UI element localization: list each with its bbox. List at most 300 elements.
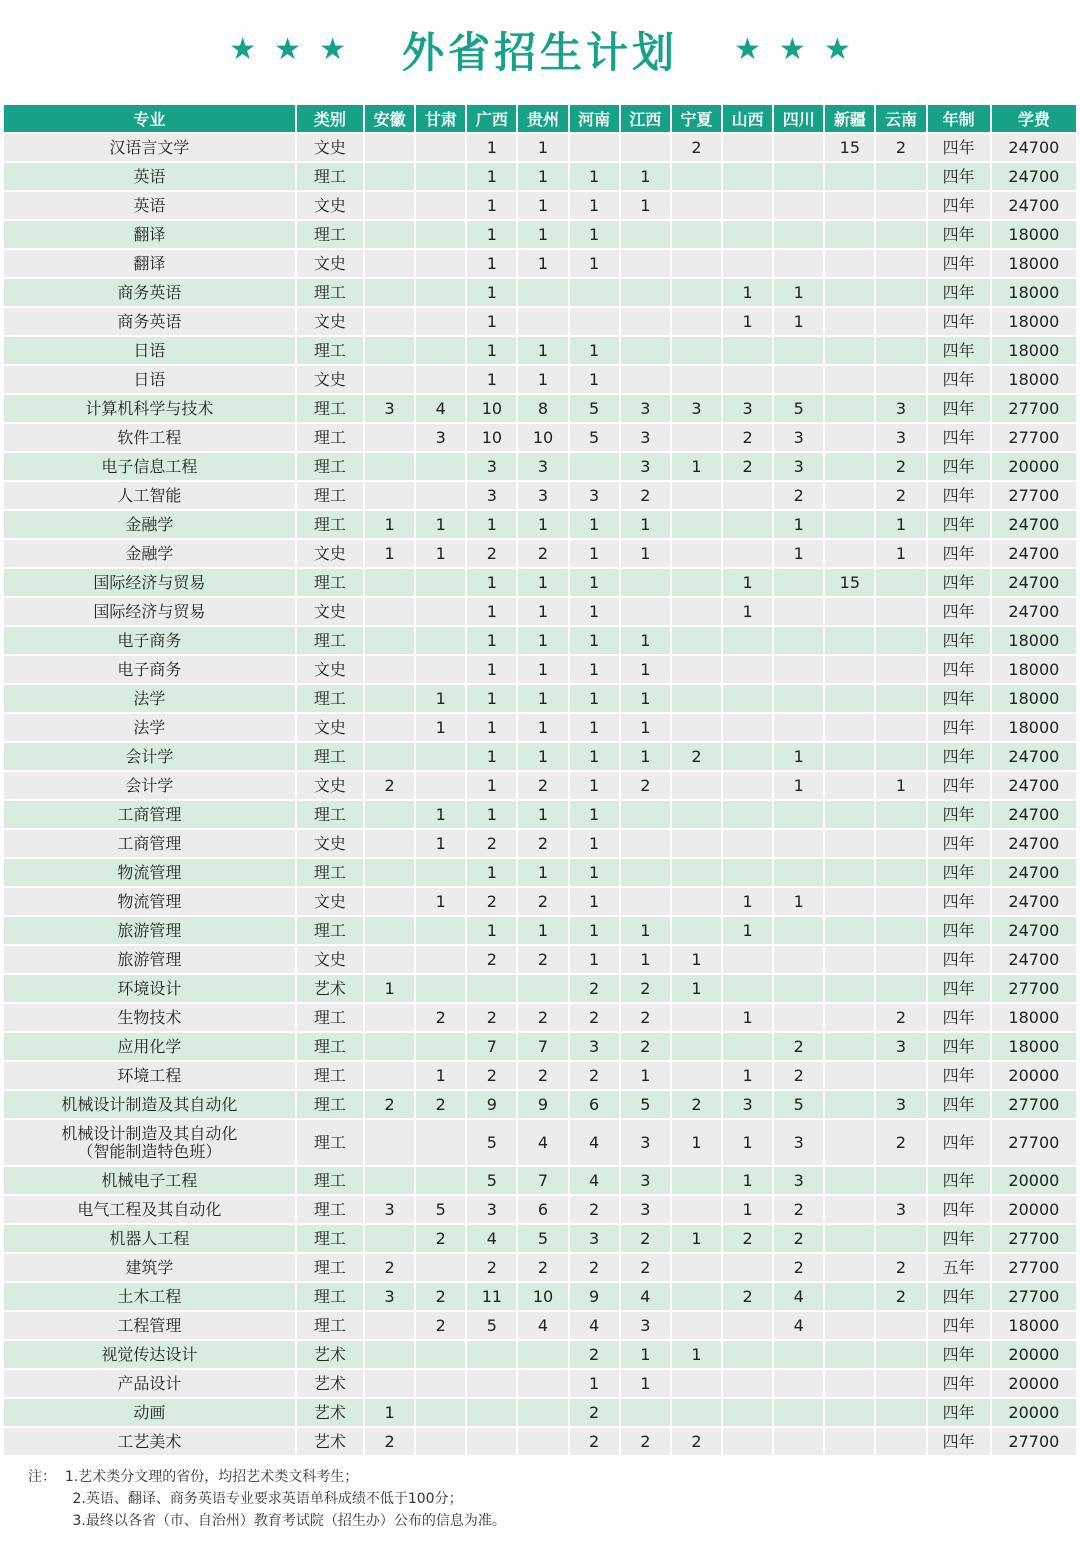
table-cell: 2 bbox=[723, 424, 772, 451]
table-cell: 1 bbox=[570, 1370, 619, 1397]
category-cell: 理工 bbox=[297, 1062, 363, 1089]
table-cell bbox=[365, 453, 414, 480]
table-cell: 2 bbox=[365, 772, 414, 799]
table-cell: 四年 bbox=[928, 337, 990, 364]
table-cell bbox=[825, 308, 874, 335]
table-cell bbox=[723, 192, 772, 219]
table-cell: 1 bbox=[518, 250, 567, 277]
table-cell bbox=[774, 685, 823, 712]
table-cell: 20000 bbox=[992, 1399, 1076, 1426]
table-cell: 2 bbox=[672, 1091, 721, 1118]
table-cell: 2 bbox=[876, 1283, 925, 1310]
category-cell: 文史 bbox=[297, 308, 363, 335]
table-cell: 四年 bbox=[928, 1120, 990, 1165]
table-cell: 1 bbox=[621, 163, 670, 190]
table-cell bbox=[365, 250, 414, 277]
table-cell bbox=[621, 598, 670, 625]
table-cell: 1 bbox=[570, 946, 619, 973]
major-cell: 会计学 bbox=[4, 743, 295, 770]
table-cell: 2 bbox=[774, 482, 823, 509]
table-cell: 8 bbox=[518, 395, 567, 422]
table-cell: 1 bbox=[723, 598, 772, 625]
table-cell: 2 bbox=[876, 134, 925, 161]
table-cell: 3 bbox=[723, 395, 772, 422]
table-cell bbox=[825, 1225, 874, 1252]
table-cell: 2 bbox=[621, 1225, 670, 1252]
table-cell: 3 bbox=[876, 1033, 925, 1060]
table-cell bbox=[672, 859, 721, 886]
table-cell: 2 bbox=[621, 1004, 670, 1031]
table-cell: 9 bbox=[518, 1091, 567, 1118]
table-cell: 24700 bbox=[992, 540, 1076, 567]
table-cell bbox=[672, 714, 721, 741]
table-cell: 1 bbox=[621, 917, 670, 944]
table-cell: 18000 bbox=[992, 308, 1076, 335]
table-cell bbox=[723, 859, 772, 886]
table-cell: 四年 bbox=[928, 656, 990, 683]
table-cell: 2 bbox=[723, 1283, 772, 1310]
table-cell bbox=[672, 1062, 721, 1089]
table-row bbox=[4, 888, 1076, 915]
table-cell bbox=[570, 279, 619, 306]
category-cell: 艺术 bbox=[297, 1341, 363, 1368]
table-row bbox=[4, 1370, 1076, 1397]
table-cell bbox=[416, 598, 465, 625]
table-cell bbox=[825, 1370, 874, 1397]
table-cell bbox=[825, 888, 874, 915]
table-cell bbox=[876, 337, 925, 364]
major-cell: 翻译 bbox=[4, 250, 295, 277]
table-cell: 1 bbox=[570, 656, 619, 683]
table-cell: 1 bbox=[570, 250, 619, 277]
table-cell bbox=[672, 1399, 721, 1426]
table-cell: 3 bbox=[518, 482, 567, 509]
table-cell bbox=[774, 1004, 823, 1031]
table-cell bbox=[416, 134, 465, 161]
table-cell: 1 bbox=[467, 598, 516, 625]
table-cell: 1 bbox=[774, 511, 823, 538]
table-cell: 四年 bbox=[928, 772, 990, 799]
note-line: 注： 1.艺术类分文理的省份，均招艺术类文科考生； bbox=[28, 1469, 359, 1485]
table-cell bbox=[723, 1399, 772, 1426]
table-cell bbox=[672, 917, 721, 944]
table-cell: 4 bbox=[518, 1312, 567, 1339]
table-cell bbox=[365, 279, 414, 306]
table-cell: 1 bbox=[672, 1120, 721, 1165]
table-cell: 4 bbox=[416, 395, 465, 422]
major-cell: 旅游管理 bbox=[4, 946, 295, 973]
category-cell: 文史 bbox=[297, 830, 363, 857]
table-cell: 3 bbox=[621, 1167, 670, 1194]
column-header: 甘肃 bbox=[416, 105, 465, 132]
enrollment-table bbox=[2, 103, 1078, 1457]
table-cell: 24700 bbox=[992, 888, 1076, 915]
table-cell: 2 bbox=[467, 946, 516, 973]
table-cell bbox=[621, 1399, 670, 1426]
table-cell: 2 bbox=[876, 1120, 925, 1165]
table-cell: 5 bbox=[467, 1120, 516, 1165]
table-cell: 5 bbox=[570, 395, 619, 422]
table-row bbox=[4, 685, 1076, 712]
major-cell: 机械设计制造及其自动化 bbox=[4, 1091, 295, 1118]
table-row bbox=[4, 772, 1076, 799]
table-cell: 20000 bbox=[992, 1196, 1076, 1223]
table-cell: 2 bbox=[570, 1254, 619, 1281]
table-cell bbox=[672, 1167, 721, 1194]
table-cell bbox=[467, 1399, 516, 1426]
table-cell: 四年 bbox=[928, 1062, 990, 1089]
table-cell: 1 bbox=[621, 1062, 670, 1089]
table-cell: 1 bbox=[518, 917, 567, 944]
table-cell: 1 bbox=[467, 859, 516, 886]
table-cell: 2 bbox=[365, 1428, 414, 1455]
table-cell: 2 bbox=[570, 1004, 619, 1031]
table-cell bbox=[723, 714, 772, 741]
table-cell bbox=[416, 1254, 465, 1281]
major-cell: 日语 bbox=[4, 337, 295, 364]
table-cell: 1 bbox=[672, 1341, 721, 1368]
table-cell: 四年 bbox=[928, 627, 990, 654]
table-cell: 1 bbox=[518, 743, 567, 770]
table-cell: 2 bbox=[774, 1254, 823, 1281]
table-cell: 11 bbox=[467, 1283, 516, 1310]
major-cell: 建筑学 bbox=[4, 1254, 295, 1281]
table-cell: 5 bbox=[467, 1167, 516, 1194]
table-row bbox=[4, 1033, 1076, 1060]
table-cell: 10 bbox=[467, 395, 516, 422]
table-cell: 2 bbox=[621, 1428, 670, 1455]
table-cell: 1 bbox=[570, 830, 619, 857]
table-cell: 20000 bbox=[992, 453, 1076, 480]
category-cell: 文史 bbox=[297, 714, 363, 741]
table-cell: 1 bbox=[518, 134, 567, 161]
table-cell: 1 bbox=[467, 308, 516, 335]
table-cell bbox=[365, 859, 414, 886]
table-cell bbox=[723, 975, 772, 1002]
major-cell: 环境工程 bbox=[4, 1062, 295, 1089]
category-cell: 文史 bbox=[297, 946, 363, 973]
table-cell: 27700 bbox=[992, 975, 1076, 1002]
page-header bbox=[0, 0, 1080, 100]
major-cell: 国际经济与贸易 bbox=[4, 569, 295, 596]
table-cell bbox=[416, 1033, 465, 1060]
table-cell: 1 bbox=[621, 743, 670, 770]
category-cell: 理工 bbox=[297, 424, 363, 451]
table-cell bbox=[672, 569, 721, 596]
table-cell: 1 bbox=[876, 540, 925, 567]
table-cell bbox=[876, 743, 925, 770]
table-cell: 9 bbox=[467, 1091, 516, 1118]
table-cell bbox=[518, 1341, 567, 1368]
table-cell bbox=[416, 656, 465, 683]
table-cell: 2 bbox=[518, 830, 567, 857]
table-row bbox=[4, 163, 1076, 190]
table-cell: 3 bbox=[570, 1033, 619, 1060]
table-cell: 1 bbox=[518, 627, 567, 654]
table-cell bbox=[774, 1428, 823, 1455]
table-cell bbox=[416, 743, 465, 770]
table-cell bbox=[723, 163, 772, 190]
category-cell: 理工 bbox=[297, 1033, 363, 1060]
major-cell: 人工智能 bbox=[4, 482, 295, 509]
table-cell bbox=[365, 308, 414, 335]
major-cell: 旅游管理 bbox=[4, 917, 295, 944]
table-cell bbox=[876, 569, 925, 596]
table-cell: 2 bbox=[621, 1254, 670, 1281]
table-cell: 1 bbox=[621, 1370, 670, 1397]
table-row bbox=[4, 1399, 1076, 1426]
table-cell bbox=[672, 366, 721, 393]
table-cell: 4 bbox=[518, 1120, 567, 1165]
table-cell: 四年 bbox=[928, 917, 990, 944]
table-cell: 1 bbox=[467, 656, 516, 683]
table-cell: 1 bbox=[621, 1341, 670, 1368]
table-row bbox=[4, 540, 1076, 567]
table-cell: 3 bbox=[365, 1196, 414, 1223]
table-cell bbox=[416, 627, 465, 654]
column-header: 云南 bbox=[876, 105, 925, 132]
table-cell: 1 bbox=[467, 772, 516, 799]
major-cell: 会计学 bbox=[4, 772, 295, 799]
table-cell bbox=[825, 1428, 874, 1455]
table-cell: 3 bbox=[876, 395, 925, 422]
table-cell: 1 bbox=[570, 627, 619, 654]
table-cell bbox=[621, 569, 670, 596]
table-cell bbox=[365, 801, 414, 828]
page-title: 外省招生计划 bbox=[401, 28, 678, 77]
table-row bbox=[4, 134, 1076, 161]
table-cell: 5 bbox=[416, 1196, 465, 1223]
table-cell: 四年 bbox=[928, 221, 990, 248]
table-cell: 1 bbox=[672, 453, 721, 480]
table-cell bbox=[672, 1312, 721, 1339]
table-cell bbox=[365, 743, 414, 770]
table-cell: 2 bbox=[876, 453, 925, 480]
table-cell: 2 bbox=[621, 772, 670, 799]
table-cell: 6 bbox=[570, 1091, 619, 1118]
table-row bbox=[4, 192, 1076, 219]
table-cell: 18000 bbox=[992, 337, 1076, 364]
table-cell: 2 bbox=[518, 946, 567, 973]
table-cell: 2 bbox=[570, 1196, 619, 1223]
major-cell: 国际经济与贸易 bbox=[4, 598, 295, 625]
table-cell: 2 bbox=[518, 1254, 567, 1281]
table-cell bbox=[723, 685, 772, 712]
table-cell bbox=[876, 714, 925, 741]
table-cell bbox=[416, 1167, 465, 1194]
table-cell bbox=[365, 337, 414, 364]
table-cell: 四年 bbox=[928, 511, 990, 538]
star-icon: ★ bbox=[274, 32, 302, 67]
category-cell: 理工 bbox=[297, 685, 363, 712]
table-cell bbox=[825, 250, 874, 277]
table-cell: 1 bbox=[570, 337, 619, 364]
table-cell bbox=[825, 1312, 874, 1339]
table-cell bbox=[723, 743, 772, 770]
table-cell bbox=[365, 424, 414, 451]
table-cell: 1 bbox=[467, 337, 516, 364]
table-cell: 1 bbox=[621, 946, 670, 973]
major-cell: 汉语言文学 bbox=[4, 134, 295, 161]
table-cell bbox=[416, 1428, 465, 1455]
major-cell: 法学 bbox=[4, 714, 295, 741]
table-cell: 1 bbox=[365, 975, 414, 1002]
table-row bbox=[4, 975, 1076, 1002]
table-cell: 1 bbox=[672, 946, 721, 973]
table-cell bbox=[876, 308, 925, 335]
table-cell: 18000 bbox=[992, 685, 1076, 712]
table-cell: 四年 bbox=[928, 192, 990, 219]
table-row bbox=[4, 1091, 1076, 1118]
table-cell bbox=[416, 308, 465, 335]
table-cell bbox=[876, 1312, 925, 1339]
category-cell: 理工 bbox=[297, 1167, 363, 1194]
table-row bbox=[4, 1283, 1076, 1310]
table-cell bbox=[723, 337, 772, 364]
table-cell bbox=[416, 221, 465, 248]
major-cell: 英语 bbox=[4, 192, 295, 219]
table-cell bbox=[723, 946, 772, 973]
category-cell: 理工 bbox=[297, 859, 363, 886]
table-cell bbox=[825, 395, 874, 422]
table-cell bbox=[416, 453, 465, 480]
major-cell: 机械电子工程 bbox=[4, 1167, 295, 1194]
table-cell: 24700 bbox=[992, 830, 1076, 857]
table-cell bbox=[723, 511, 772, 538]
table-cell: 2 bbox=[570, 975, 619, 1002]
table-cell bbox=[825, 656, 874, 683]
table-row bbox=[4, 1428, 1076, 1455]
table-cell bbox=[365, 192, 414, 219]
major-cell: 英语 bbox=[4, 163, 295, 190]
table-cell bbox=[672, 221, 721, 248]
table-row bbox=[4, 1225, 1076, 1252]
table-cell: 7 bbox=[467, 1033, 516, 1060]
table-cell: 3 bbox=[723, 1091, 772, 1118]
table-cell: 四年 bbox=[928, 975, 990, 1002]
table-cell: 3 bbox=[365, 1283, 414, 1310]
table-cell: 1 bbox=[518, 569, 567, 596]
category-cell: 理工 bbox=[297, 453, 363, 480]
table-cell bbox=[416, 192, 465, 219]
table-cell: 2 bbox=[774, 1062, 823, 1089]
table-cell bbox=[774, 1370, 823, 1397]
category-cell: 文史 bbox=[297, 134, 363, 161]
table-cell bbox=[774, 598, 823, 625]
table-cell bbox=[723, 366, 772, 393]
table-cell: 四年 bbox=[928, 482, 990, 509]
table-cell: 1 bbox=[570, 685, 619, 712]
table-cell: 10 bbox=[518, 1283, 567, 1310]
table-cell bbox=[825, 1033, 874, 1060]
table-cell: 27700 bbox=[992, 1254, 1076, 1281]
major-cell: 动画 bbox=[4, 1399, 295, 1426]
table-cell: 四年 bbox=[928, 1370, 990, 1397]
table-cell bbox=[723, 221, 772, 248]
table-row bbox=[4, 1312, 1076, 1339]
table-cell bbox=[825, 279, 874, 306]
table-row bbox=[4, 453, 1076, 480]
table-cell: 1 bbox=[570, 540, 619, 567]
table-row bbox=[4, 279, 1076, 306]
table-cell: 四年 bbox=[928, 714, 990, 741]
table-cell: 2 bbox=[518, 1062, 567, 1089]
table-cell bbox=[774, 366, 823, 393]
table-cell: 1 bbox=[416, 1062, 465, 1089]
category-cell: 理工 bbox=[297, 1091, 363, 1118]
table-cell bbox=[621, 250, 670, 277]
table-cell bbox=[365, 482, 414, 509]
table-cell bbox=[825, 1091, 874, 1118]
table-cell: 20000 bbox=[992, 1062, 1076, 1089]
table-cell: 1 bbox=[774, 308, 823, 335]
table-cell: 18000 bbox=[992, 366, 1076, 393]
table-cell bbox=[416, 569, 465, 596]
table-cell bbox=[723, 1370, 772, 1397]
table-cell: 1 bbox=[467, 366, 516, 393]
major-cell: 生物技术 bbox=[4, 1004, 295, 1031]
table-cell: 2 bbox=[467, 1254, 516, 1281]
table-cell bbox=[876, 1399, 925, 1426]
table-cell: 5 bbox=[774, 1091, 823, 1118]
table-cell bbox=[774, 656, 823, 683]
table-cell bbox=[416, 279, 465, 306]
table-cell: 四年 bbox=[928, 946, 990, 973]
table-cell: 3 bbox=[570, 1225, 619, 1252]
table-cell: 2 bbox=[621, 975, 670, 1002]
table-cell: 1 bbox=[467, 569, 516, 596]
table-cell bbox=[825, 946, 874, 973]
category-cell: 文史 bbox=[297, 888, 363, 915]
table-cell: 24700 bbox=[992, 801, 1076, 828]
table-cell: 1 bbox=[518, 511, 567, 538]
table-cell: 3 bbox=[621, 1196, 670, 1223]
table-cell bbox=[365, 1004, 414, 1031]
table-cell bbox=[723, 830, 772, 857]
table-cell: 四年 bbox=[928, 1167, 990, 1194]
table-cell: 1 bbox=[621, 714, 670, 741]
table-cell: 3 bbox=[467, 482, 516, 509]
table-cell bbox=[416, 859, 465, 886]
table-cell: 1 bbox=[570, 714, 619, 741]
category-cell: 理工 bbox=[297, 221, 363, 248]
star-icon: ★ bbox=[319, 32, 346, 67]
category-cell: 理工 bbox=[297, 1312, 363, 1339]
table-cell: 四年 bbox=[928, 366, 990, 393]
table-cell bbox=[774, 627, 823, 654]
table-cell bbox=[876, 830, 925, 857]
table-cell bbox=[876, 1167, 925, 1194]
table-row bbox=[4, 1062, 1076, 1089]
table-cell: 四年 bbox=[928, 279, 990, 306]
table-cell: 20000 bbox=[992, 1341, 1076, 1368]
table-cell: 3 bbox=[876, 1091, 925, 1118]
table-cell: 四年 bbox=[928, 453, 990, 480]
table-cell bbox=[825, 163, 874, 190]
major-cell: 工艺美术 bbox=[4, 1428, 295, 1455]
table-cell: 1 bbox=[774, 279, 823, 306]
table-cell bbox=[621, 134, 670, 161]
table-cell: 24700 bbox=[992, 192, 1076, 219]
table-cell bbox=[518, 1428, 567, 1455]
table-cell bbox=[876, 888, 925, 915]
table-cell bbox=[416, 917, 465, 944]
table-row bbox=[4, 656, 1076, 683]
table-cell bbox=[518, 279, 567, 306]
table-cell: 2 bbox=[672, 134, 721, 161]
table-cell: 24700 bbox=[992, 917, 1076, 944]
table-cell: 2 bbox=[467, 1062, 516, 1089]
